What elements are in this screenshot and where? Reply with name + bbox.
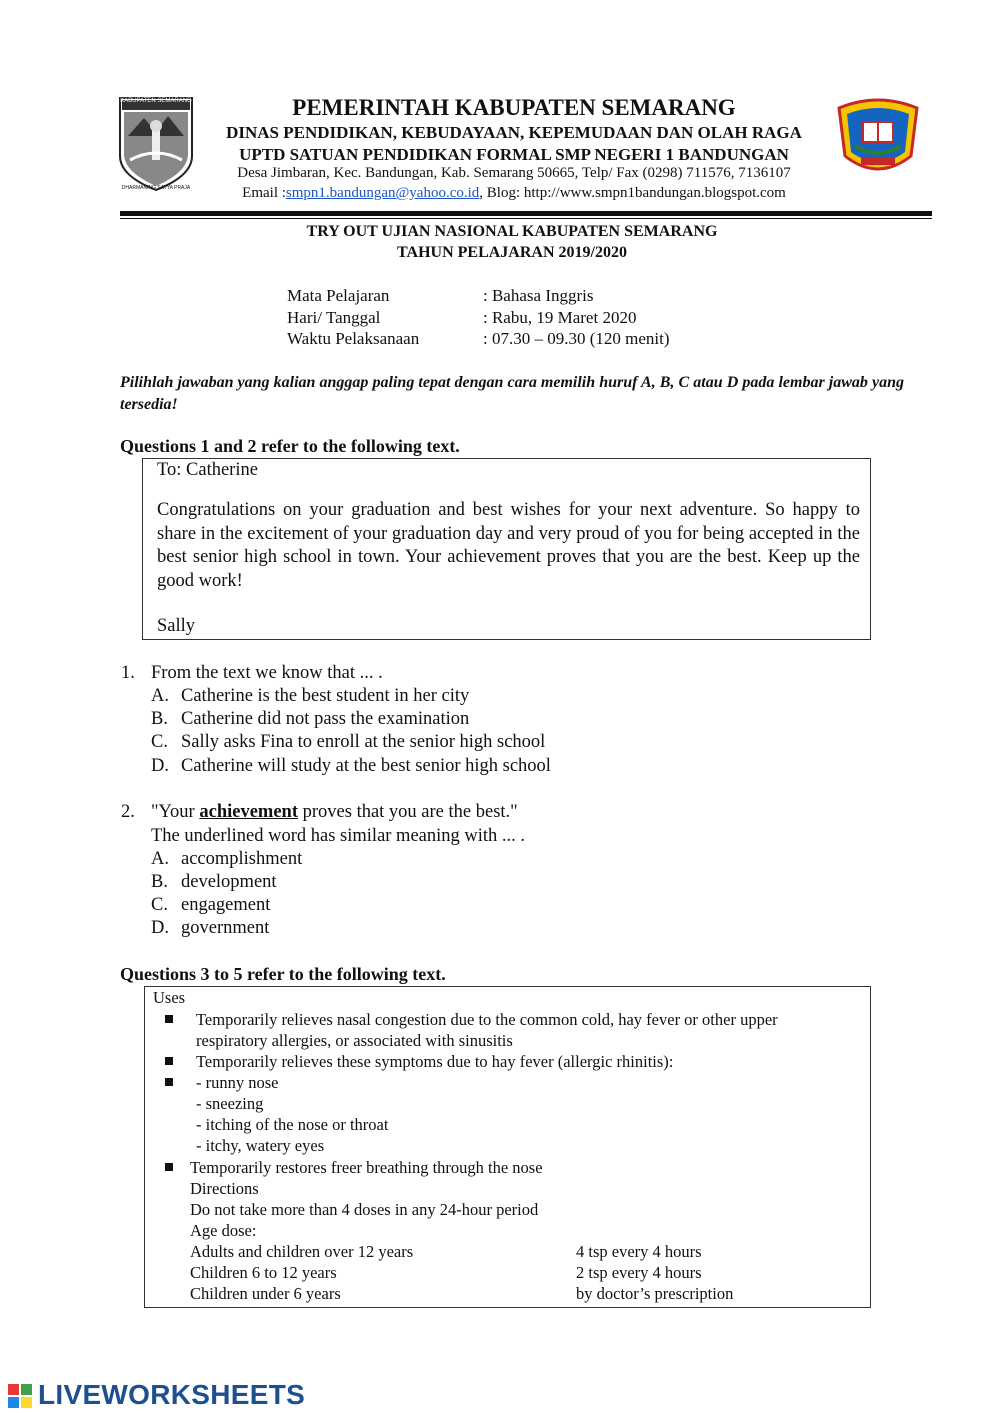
symptom-item: - itching of the nose or throat bbox=[196, 1115, 389, 1134]
section2-heading: Questions 3 to 5 refer to the following text. bbox=[120, 964, 446, 984]
school-emblem-logo bbox=[835, 96, 921, 178]
meta-row bbox=[287, 286, 593, 306]
question-2 bbox=[121, 802, 518, 823]
symptom-item: - sneezing bbox=[196, 1094, 264, 1113]
option-letter: B. bbox=[151, 872, 168, 892]
letterhead-title: PEMERINTAH KABUPATEN SEMARANG bbox=[292, 95, 736, 120]
meta-value: : 07.30 – 09.30 (120 menit) bbox=[483, 329, 670, 348]
left-logo-caption: KABUPATEN SEMARANG bbox=[120, 98, 192, 104]
option-c[interactable] bbox=[151, 732, 545, 753]
header-rule-thick bbox=[120, 211, 932, 216]
question-number: 1. bbox=[121, 663, 135, 683]
dose-amount: by doctor’s prescription bbox=[576, 1284, 734, 1303]
bullet-icon bbox=[165, 1057, 173, 1065]
bullet-icon bbox=[165, 1015, 173, 1023]
email-link[interactable]: smpn1.bandungan@yahoo.co.id bbox=[285, 185, 480, 201]
section1-heading: Questions 1 and 2 refer to the following text. bbox=[120, 436, 460, 456]
letterhead-department: DINAS PENDIDIKAN, KEBUDAYAAN, KEPEMUDAAN DAN OLAH RAGA bbox=[226, 123, 802, 142]
question-number: 2. bbox=[121, 802, 135, 822]
option-text: engagement bbox=[181, 895, 271, 915]
option-letter: C. bbox=[151, 895, 168, 915]
underlined-word: achievement bbox=[199, 802, 298, 822]
directions-label: Directions bbox=[190, 1179, 259, 1198]
header-rule-thin bbox=[120, 218, 932, 219]
symptom-item: - runny nose bbox=[196, 1073, 279, 1092]
option-letter: A. bbox=[151, 686, 169, 706]
option-letter: D. bbox=[151, 756, 169, 776]
question-text-post: proves that you are the best." bbox=[298, 802, 518, 822]
question-text-pre: "Your bbox=[151, 802, 200, 822]
liveworksheets-logo-icon bbox=[8, 1384, 32, 1408]
letterhead-address: Desa Jimbaran, Kec. Bandungan, Kab. Semarang 50665, Telp/ Fax (0298) 711576, 7136107 bbox=[237, 165, 791, 181]
letter-body: Congratulations on your graduation and best wishes for your next adventure. So happy to share in the excitement of your graduation day and very proud of you for being accepted in the best senior high school in town. Your achievement proves that you are the best. Keep up the good work! bbox=[157, 500, 860, 591]
option-text: Sally asks Fina to enroll at the senior high school bbox=[181, 732, 546, 752]
meta-value: : Bahasa Inggris bbox=[483, 286, 594, 305]
kabupaten-semarang-logo bbox=[118, 96, 194, 192]
bullet-text: Temporarily relieves nasal congestion due to the common cold, hay fever or other upper bbox=[196, 1010, 778, 1029]
exam-year: TAHUN PELAJARAN 2019/2020 bbox=[397, 244, 627, 261]
meta-label: Mata Pelajaran bbox=[287, 286, 390, 305]
age-dose-label: Age dose: bbox=[190, 1221, 257, 1240]
dose-age: Adults and children over 12 years bbox=[190, 1242, 414, 1261]
symptom-item: - itchy, watery eyes bbox=[196, 1136, 325, 1155]
option-letter: C. bbox=[151, 732, 168, 752]
meta-row bbox=[287, 308, 636, 328]
dose-amount: 4 tsp every 4 hours bbox=[576, 1242, 702, 1261]
option-b[interactable] bbox=[151, 709, 469, 730]
dose-age: Children under 6 years bbox=[190, 1284, 341, 1303]
meta-value: : Rabu, 19 Maret 2020 bbox=[483, 308, 637, 327]
letterhead-school: UPTD SATUAN PENDIDIKAN FORMAL SMP NEGERI 1 BANDUNGAN bbox=[239, 145, 789, 164]
option-text: development bbox=[181, 872, 277, 892]
option-d[interactable] bbox=[151, 918, 269, 939]
question-1 bbox=[121, 663, 383, 684]
left-logo-motto: DHARMANING SATYA PRAJA bbox=[121, 185, 191, 191]
option-a[interactable] bbox=[151, 849, 302, 870]
option-text: Catherine did not pass the examination bbox=[181, 709, 470, 729]
question-text: From the text we know that ... . bbox=[151, 663, 383, 683]
directions-text: Do not take more than 4 doses in any 24-hour period bbox=[190, 1200, 539, 1219]
option-text: Catherine will study at the best senior high school bbox=[181, 756, 551, 776]
uses-label: Uses bbox=[153, 988, 186, 1007]
meta-row bbox=[287, 329, 670, 349]
option-letter: D. bbox=[151, 918, 169, 938]
email-prefix: Email : bbox=[242, 185, 286, 201]
blog-text: , Blog: http://www.smpn1bandungan.blogspot.com bbox=[479, 185, 786, 201]
option-text: government bbox=[181, 918, 270, 938]
bullet-text-cont: respiratory allergies, or associated with sinusitis bbox=[196, 1031, 513, 1050]
meta-label: Hari/ Tanggal bbox=[287, 308, 381, 327]
letterhead-contact bbox=[196, 185, 832, 202]
option-a[interactable] bbox=[151, 686, 469, 707]
bullet-icon bbox=[165, 1078, 173, 1086]
exam-title: TRY OUT UJIAN NASIONAL KABUPATEN SEMARANG bbox=[306, 223, 718, 240]
option-b[interactable] bbox=[151, 872, 277, 893]
brand-text: LIVEWORKSHEETS bbox=[38, 1379, 306, 1410]
bullet-icon bbox=[165, 1163, 173, 1171]
option-text: Catherine is the best student in her city bbox=[181, 686, 470, 706]
meta-label: Waktu Pelaksanaan bbox=[287, 329, 420, 348]
option-letter: B. bbox=[151, 709, 168, 729]
option-letter: A. bbox=[151, 849, 169, 869]
option-c[interactable] bbox=[151, 895, 270, 916]
bullet-text: Temporarily restores freer breathing through the nose bbox=[190, 1158, 543, 1177]
letter-sign: Sally bbox=[157, 616, 196, 636]
dose-age: Children 6 to 12 years bbox=[190, 1263, 337, 1282]
bullet-text: Temporarily relieves these symptoms due to hay fever (allergic rhinitis): bbox=[196, 1052, 674, 1071]
instruction: Pilihlah jawaban yang kalian anggap paling tepat dengan cara memilih huruf A, B, C atau D pada lembar jawab yang tersedia! bbox=[120, 374, 904, 413]
option-d[interactable] bbox=[151, 756, 551, 777]
dose-amount: 2 tsp every 4 hours bbox=[576, 1263, 702, 1282]
letter-to: To: Catherine bbox=[157, 460, 258, 480]
option-text: accomplishment bbox=[181, 849, 303, 869]
question-2-line2: The underlined word has similar meaning with ... . bbox=[151, 826, 526, 846]
